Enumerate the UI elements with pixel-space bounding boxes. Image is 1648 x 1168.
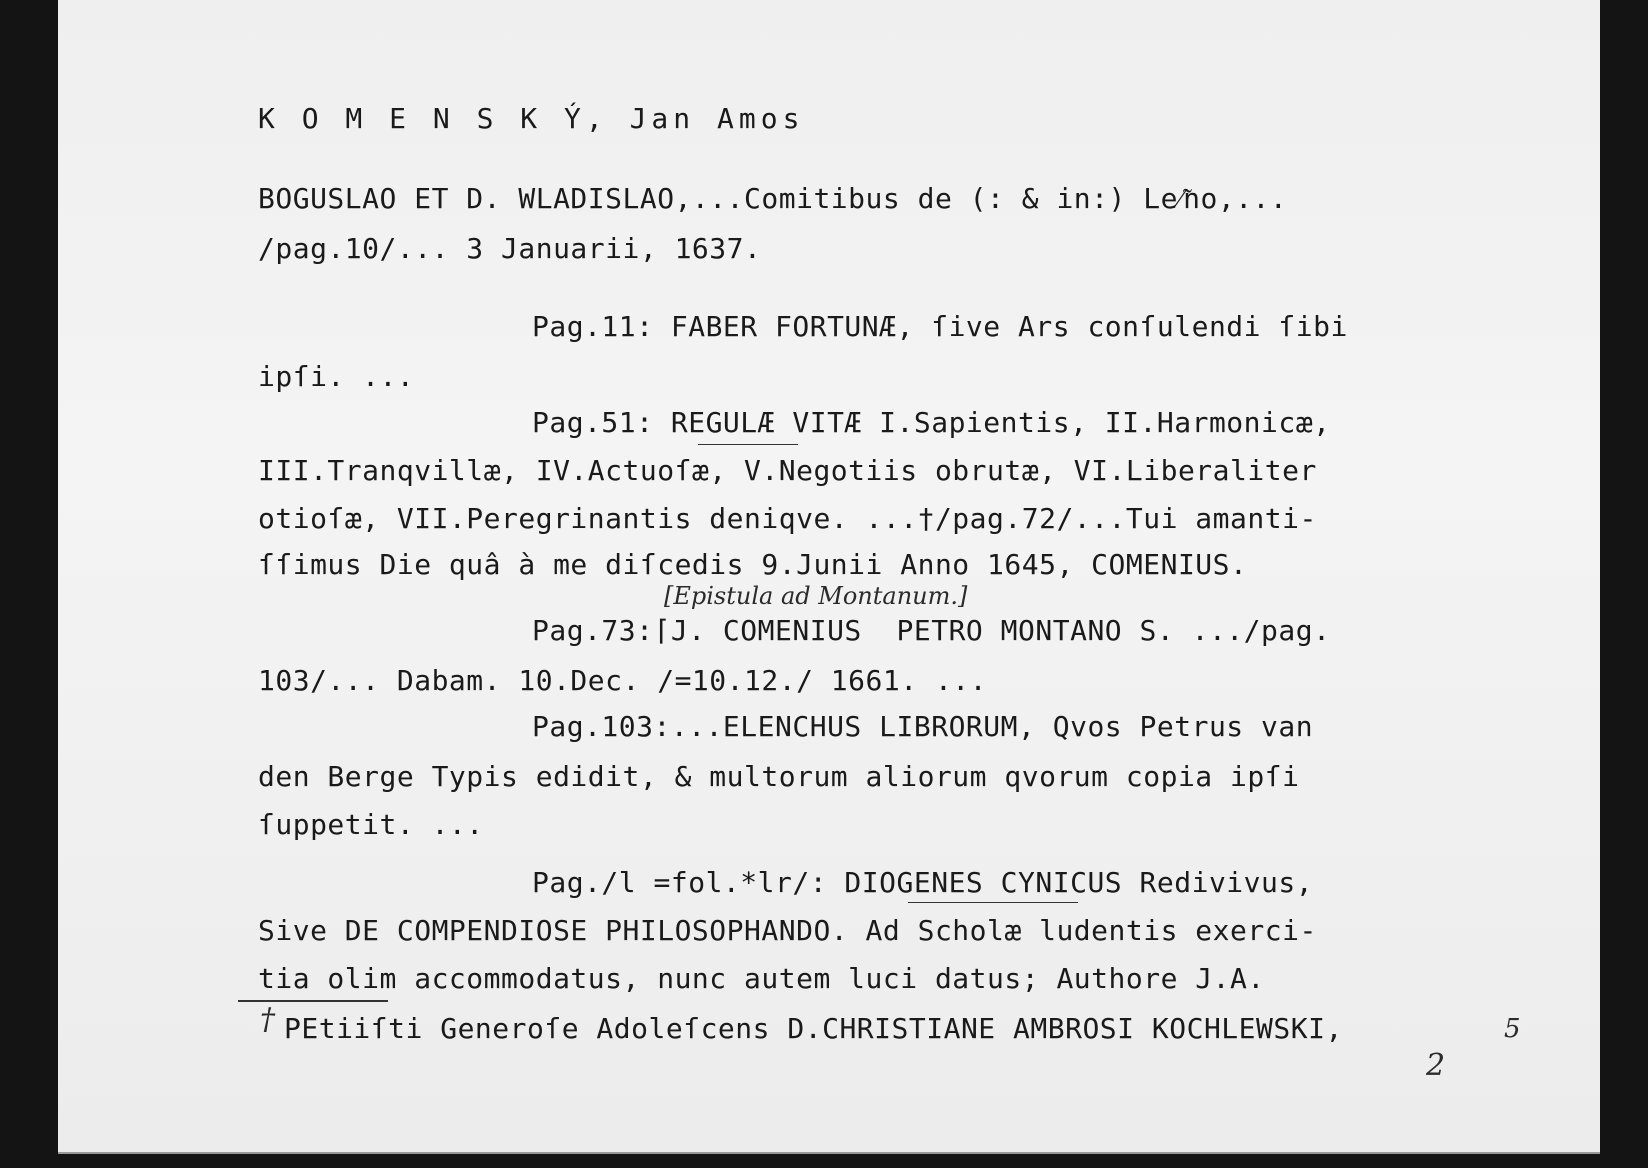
text-line-6: III.Tranqvillæ, IV.Actuoſæ, V.Negotiis obrutæ, VI.Liberaliter — [258, 454, 1317, 487]
text-line-17: PEtiiſti Generoſe Adoleſcens D.CHRISTIANE AMBROSI KOCHLEWSKI, — [284, 1012, 1343, 1045]
handwritten-corner-mark: 5 — [1504, 1014, 1521, 1044]
text-line-16: tia olim accommodatus, nunc autem luci datus; Authore J.A. — [258, 962, 1265, 995]
underline-diogenes — [908, 902, 1078, 903]
text-line-7: otioſæ, VII.Peregrinantis deniqve. ...†/pag.72/...Tui amanti- — [258, 502, 1317, 535]
text-line-5: Pag.51: REGULÆ VITÆ I.Sapientis, II.Harmonicæ, — [532, 406, 1331, 439]
text-line-9: Pag.73:⌈J. COMENIUS PETRO MONTANO S. .../pag. — [532, 614, 1331, 647]
text-line-13: ſuppetit. ... — [258, 808, 484, 841]
handwritten-insert-note: [Epistula ad Montanum.] — [664, 582, 968, 610]
underline-regulae — [698, 444, 798, 445]
text-line-4: ipſi. ... — [258, 360, 415, 393]
text-line-8: ſſimus Die quâ à me diſcedis 9.Junii Anno 1645, COMENIUS. — [258, 548, 1248, 581]
card-heading: K O M E N S K Ý, Jan Amos — [258, 102, 805, 135]
text-line-2: /pag.10/... 3 Januarii, 1637. — [258, 232, 762, 265]
catalog-card — [58, 0, 1600, 1154]
text-line-1: BOGUSLAO ET D. WLADISLAO,...Comitibus de (: & in:) Le⁄̃no,... — [258, 182, 1288, 215]
text-line-15: Sive DE COMPENDIOSE PHILOSOPHANDO. Ad Scholæ ludentis exerci- — [258, 914, 1317, 947]
handwritten-page-number: 2 — [1426, 1048, 1446, 1083]
text-line-12: den Berge Typis edidit, & multorum aliorum qvorum copia ipſi — [258, 760, 1300, 793]
text-line-14: Pag./l =fol.*lr/: DIOGENES CYNICUS Redivivus, — [532, 866, 1314, 899]
text-line-10: 103/... Dabam. 10.Dec. /=10.12./ 1661. ... — [258, 664, 988, 697]
text-line-11: Pag.103:...ELENCHUS LIBRORUM, Qvos Petrus van — [532, 710, 1314, 743]
text-line-3: Pag.11: FABER FORTUNÆ, ſive Ars conſulendi ſibi — [532, 310, 1348, 343]
handwritten-margin-mark: † — [260, 1002, 275, 1037]
